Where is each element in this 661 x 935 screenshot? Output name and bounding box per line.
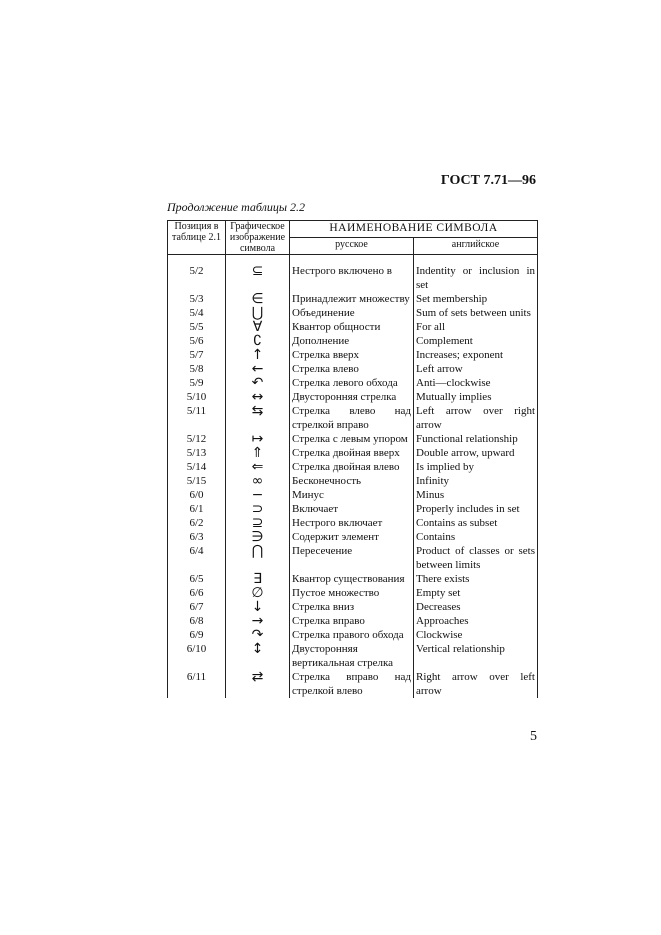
position-cell: 5/6: [168, 334, 226, 348]
table-row: [168, 628, 538, 642]
table-row: [168, 255, 538, 293]
position-cell: 5/12: [168, 432, 226, 446]
table-row: [168, 642, 538, 670]
position-cell: 6/0: [168, 488, 226, 502]
english-name-cell: Complement: [414, 334, 538, 348]
english-name-cell: Clockwise: [414, 628, 538, 642]
symbol-glyph: ⇆: [226, 404, 290, 432]
symbol-glyph: ∋: [226, 530, 290, 544]
russian-name-cell: Двусторонняя стрелка: [290, 390, 414, 404]
table-row: [168, 474, 538, 488]
table-row: [168, 670, 538, 698]
russian-name-cell: Стрелка с левым упором: [290, 432, 414, 446]
english-name-cell: Vertical relationship: [414, 642, 538, 670]
symbol-glyph: ↕: [226, 642, 290, 670]
position-cell: 6/2: [168, 516, 226, 530]
symbol-glyph: ⊆: [226, 255, 290, 293]
symbol-glyph: ⇐: [226, 460, 290, 474]
symbol-glyph: →: [226, 614, 290, 628]
russian-name-cell: Нестрого включено в: [290, 255, 414, 293]
english-name-cell: Approaches: [414, 614, 538, 628]
symbol-glyph: ←: [226, 362, 290, 376]
english-name-cell: Increases; exponent: [414, 348, 538, 362]
position-cell: 6/8: [168, 614, 226, 628]
position-cell: 5/7: [168, 348, 226, 362]
table-row: [168, 320, 538, 334]
position-cell: 6/4: [168, 544, 226, 572]
page-number: 5: [530, 729, 537, 744]
symbol-glyph: ↑: [226, 348, 290, 362]
position-cell: 5/13: [168, 446, 226, 460]
english-name-cell: Infinity: [414, 474, 538, 488]
english-name-cell: Double arrow, upward: [414, 446, 538, 460]
russian-name-cell: Включает: [290, 502, 414, 516]
table-row: [168, 404, 538, 432]
position-cell: 5/10: [168, 390, 226, 404]
symbol-glyph: ⋂: [226, 544, 290, 572]
symbol-glyph: ↶: [226, 376, 290, 390]
symbol-glyph: ↦: [226, 432, 290, 446]
russian-name-cell: Стрелка вниз: [290, 600, 414, 614]
english-name-cell: For all: [414, 320, 538, 334]
table-row: [168, 530, 538, 544]
english-name-cell: Sum of sets between units: [414, 306, 538, 320]
russian-name-cell: Стрелка двойная вверх: [290, 446, 414, 460]
position-cell: 5/5: [168, 320, 226, 334]
table-row: [168, 390, 538, 404]
russian-name-cell: Квантор существования: [290, 572, 414, 586]
english-name-cell: Contains: [414, 530, 538, 544]
symbol-glyph: ⊇: [226, 516, 290, 530]
russian-name-cell: Бесконечность: [290, 474, 414, 488]
symbol-glyph: ↔: [226, 390, 290, 404]
english-name-cell: Left arrow over right arrow: [414, 404, 538, 432]
symbols-table: [167, 220, 538, 698]
russian-name-cell: Стрелка вверх: [290, 348, 414, 362]
position-cell: 6/10: [168, 642, 226, 670]
russian-name-cell: Нестрого включает: [290, 516, 414, 530]
position-cell: 6/11: [168, 670, 226, 698]
position-cell: 5/4: [168, 306, 226, 320]
table-row: [168, 544, 538, 572]
position-cell: 6/1: [168, 502, 226, 516]
russian-name-cell: Стрелка влево над стрелкой вправо: [290, 404, 414, 432]
symbol-glyph: ⋃: [226, 306, 290, 320]
table-row: [168, 362, 538, 376]
english-name-cell: Right arrow over left arrow: [414, 670, 538, 698]
russian-name-cell: Стрелка влево: [290, 362, 414, 376]
english-name-cell: Minus: [414, 488, 538, 502]
english-name-cell: Set membership: [414, 292, 538, 306]
header-position: Позиция в таблице 2.1: [168, 221, 226, 255]
russian-name-cell: Двусторонняя вертикальная стрелка: [290, 642, 414, 670]
table-row: [168, 586, 538, 600]
header-symbol: Графическое изображение символа: [226, 221, 290, 255]
position-cell: 5/3: [168, 292, 226, 306]
position-cell: 6/6: [168, 586, 226, 600]
position-cell: 5/8: [168, 362, 226, 376]
english-name-cell: Left arrow: [414, 362, 538, 376]
russian-name-cell: Стрелка двойная влево: [290, 460, 414, 474]
table-row: [168, 292, 538, 306]
position-cell: 6/3: [168, 530, 226, 544]
position-cell: 6/7: [168, 600, 226, 614]
russian-name-cell: Объединение: [290, 306, 414, 320]
table-row: [168, 334, 538, 348]
table-row: [168, 446, 538, 460]
symbol-glyph: ∁: [226, 334, 290, 348]
english-name-cell: Indentity or inclusion in set: [414, 255, 538, 293]
russian-name-cell: Минус: [290, 488, 414, 502]
position-cell: 5/9: [168, 376, 226, 390]
position-cell: 5/2: [168, 255, 226, 293]
russian-name-cell: Стрелка вправо: [290, 614, 414, 628]
symbol-glyph: ⇄: [226, 670, 290, 698]
symbol-glyph: ∈: [226, 292, 290, 306]
position-cell: 6/9: [168, 628, 226, 642]
english-name-cell: Properly includes in set: [414, 502, 538, 516]
russian-name-cell: Стрелка левого обхода: [290, 376, 414, 390]
english-name-cell: Empty set: [414, 586, 538, 600]
english-name-cell: Anti—clockwise: [414, 376, 538, 390]
russian-name-cell: Пересечение: [290, 544, 414, 572]
header-russian: русское: [290, 238, 414, 255]
table-row: [168, 502, 538, 516]
table-row: [168, 572, 538, 586]
symbol-glyph: ↓: [226, 600, 290, 614]
symbol-glyph: ↷: [226, 628, 290, 642]
position-cell: 5/14: [168, 460, 226, 474]
russian-name-cell: Пустое множество: [290, 586, 414, 600]
english-name-cell: Functional relationship: [414, 432, 538, 446]
symbol-glyph: ∅: [226, 586, 290, 600]
position-cell: 5/11: [168, 404, 226, 432]
symbol-glyph: ∃: [226, 572, 290, 586]
english-name-cell: Contains as subset: [414, 516, 538, 530]
position-cell: 6/5: [168, 572, 226, 586]
russian-name-cell: Квантор общности: [290, 320, 414, 334]
position-cell: 5/15: [168, 474, 226, 488]
symbol-glyph: ⊃: [226, 502, 290, 516]
table-row: [168, 488, 538, 502]
symbol-glyph: −: [226, 488, 290, 502]
table-caption: Продолжение таблицы 2.2: [167, 200, 306, 214]
table-row: [168, 306, 538, 320]
english-name-cell: Is implied by: [414, 460, 538, 474]
english-name-cell: There exists: [414, 572, 538, 586]
russian-name-cell: Стрелка вправо над стрелкой влево: [290, 670, 414, 698]
table-row: [168, 376, 538, 390]
russian-name-cell: Содержит элемент: [290, 530, 414, 544]
table-row: [168, 516, 538, 530]
table-row: [168, 348, 538, 362]
symbol-glyph: ∀: [226, 320, 290, 334]
header-english: английское: [414, 238, 538, 255]
table-row: [168, 600, 538, 614]
table-row: [168, 432, 538, 446]
english-name-cell: Mutually implies: [414, 390, 538, 404]
symbol-glyph: ∞: [226, 474, 290, 488]
symbol-glyph: ⇑: [226, 446, 290, 460]
russian-name-cell: Стрелка правого обхода: [290, 628, 414, 642]
english-name-cell: Decreases: [414, 600, 538, 614]
table-row: [168, 460, 538, 474]
document-code: ГОСТ 7.71—96: [440, 173, 536, 188]
header-symbol-name: НАИМЕНОВАНИЕ СИМВОЛА: [290, 221, 538, 238]
table-row: [168, 614, 538, 628]
russian-name-cell: Дополнение: [290, 334, 414, 348]
english-name-cell: Product of classes or sets between limits: [414, 544, 538, 572]
russian-name-cell: Принадлежит множеству: [290, 292, 414, 306]
